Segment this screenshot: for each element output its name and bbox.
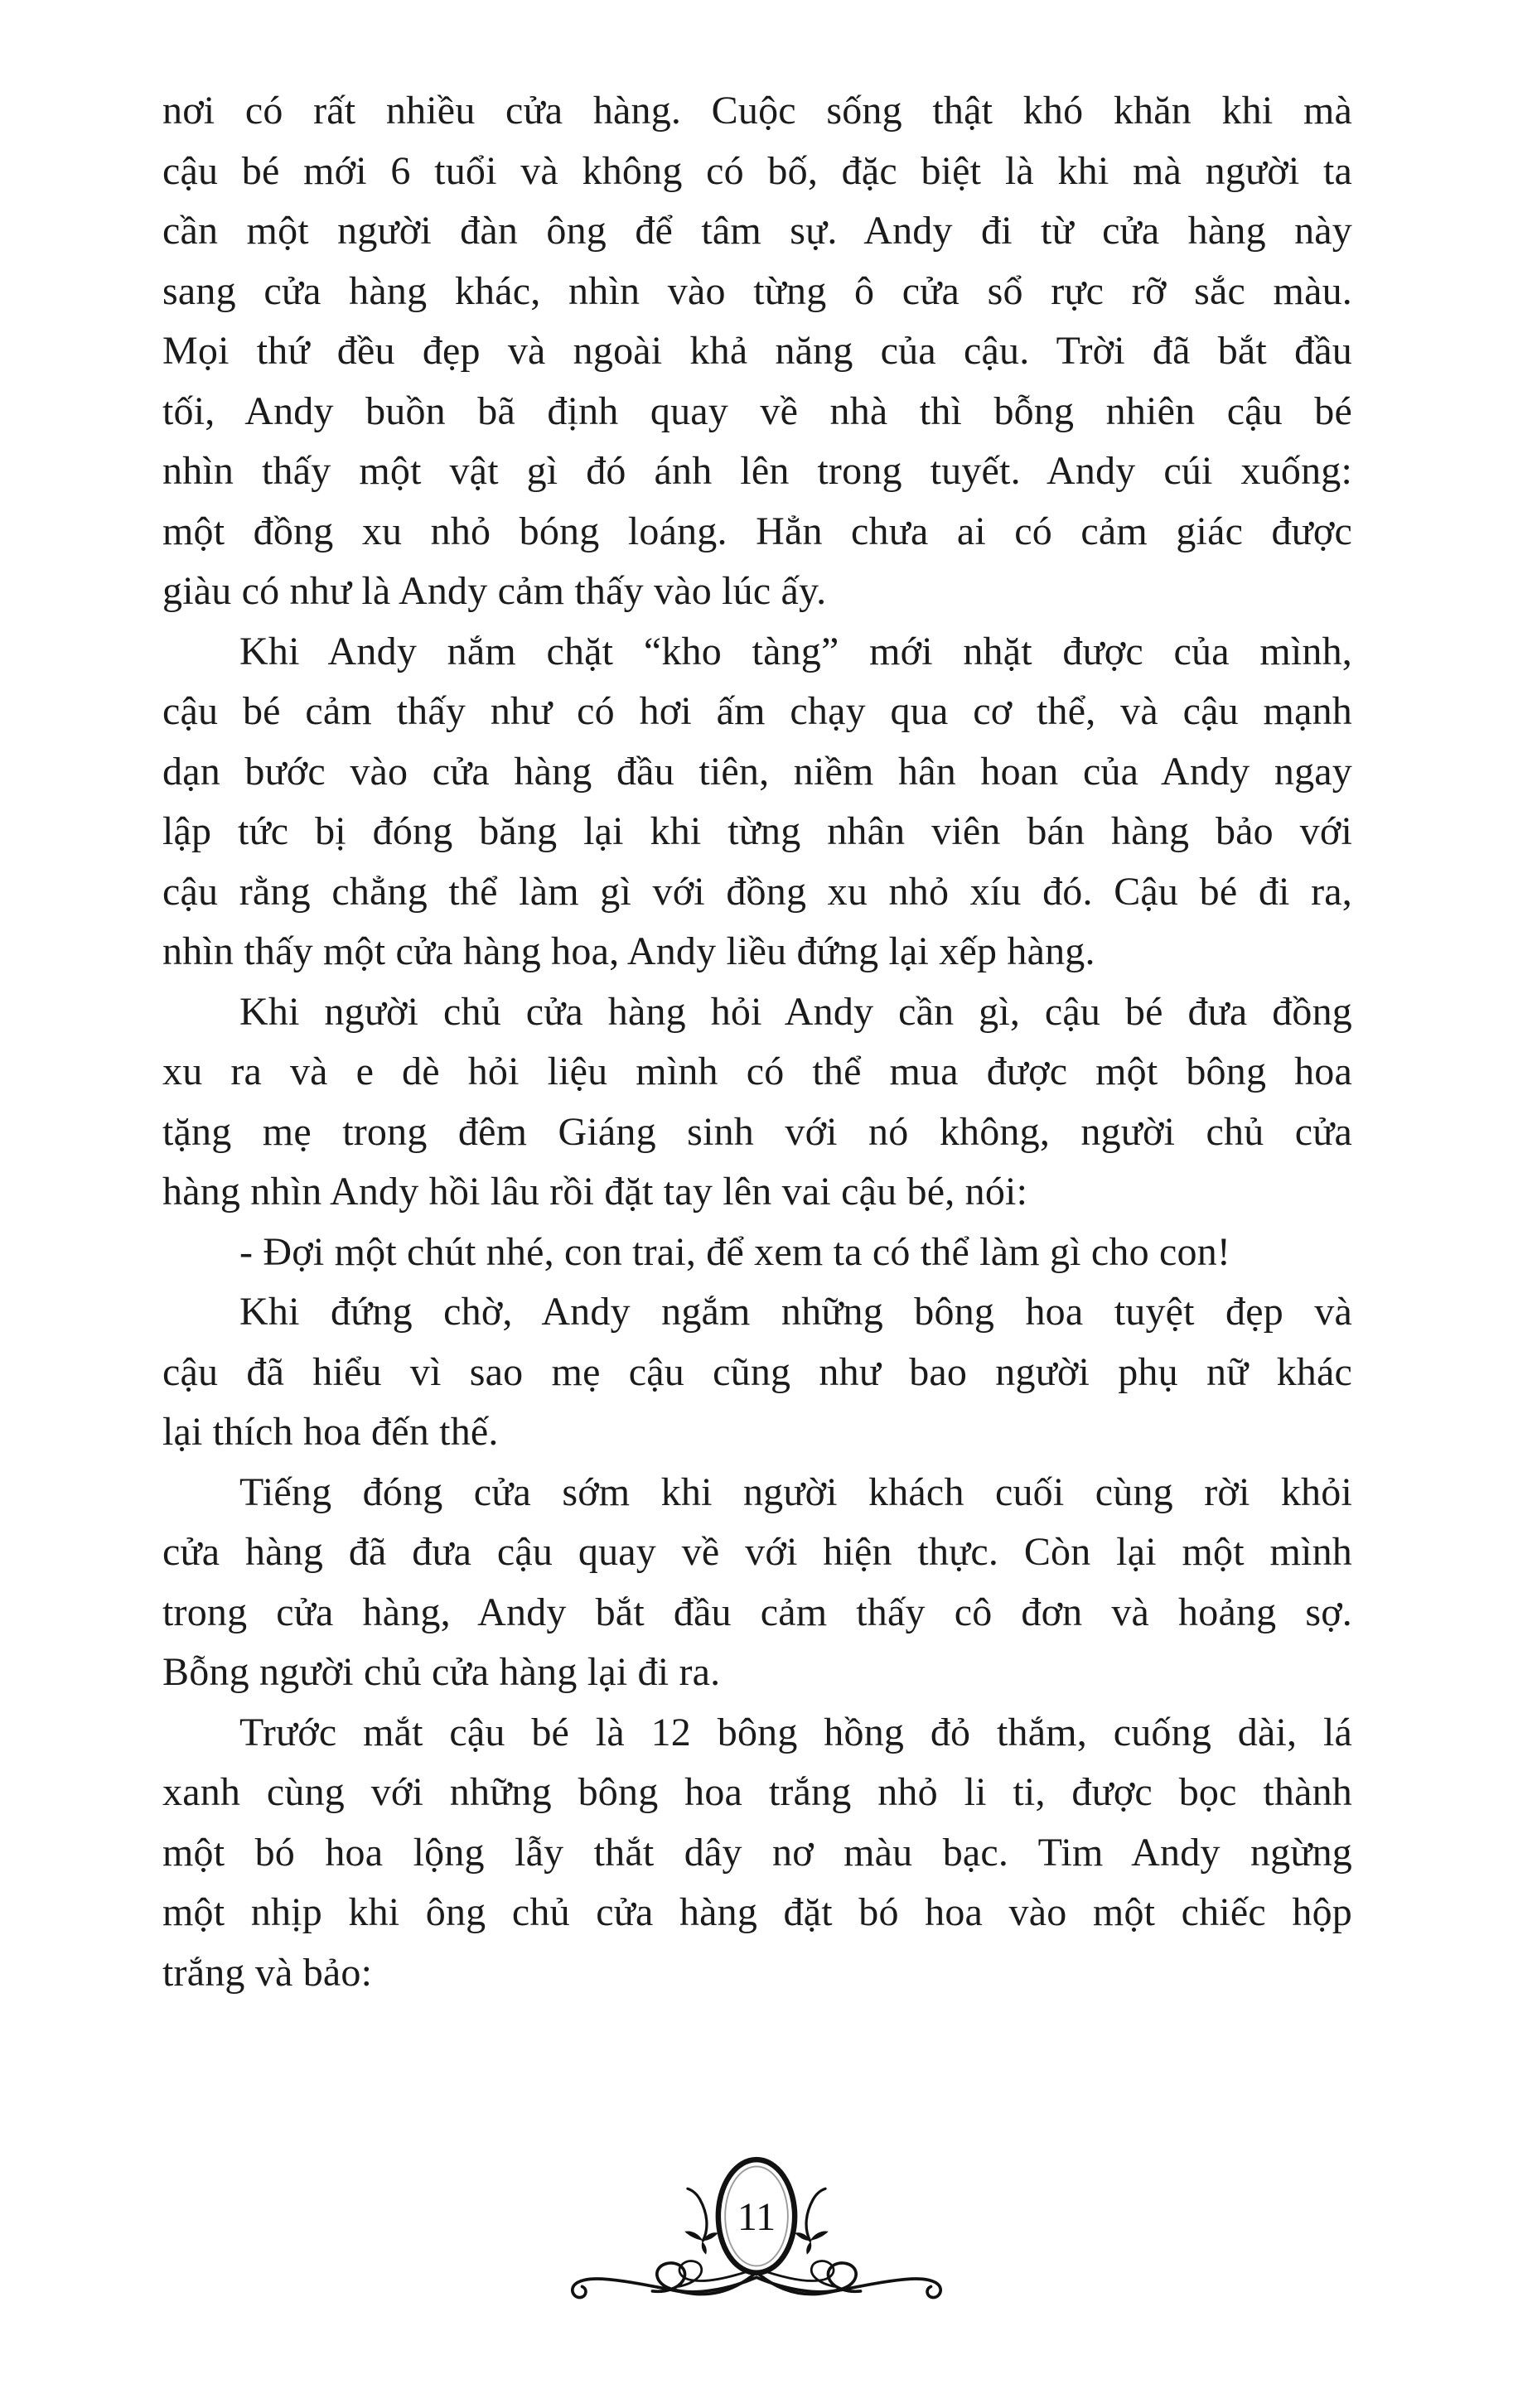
text-line: cậu rằng chẳng thể làm gì với đồng xu nhỏ xíu đó. Cậu bé đi ra, (162, 869, 1352, 914)
paragraph (162, 622, 1352, 982)
text-line: Trước mắt cậu bé là 12 bông hồng đỏ thắm, cuống dài, lá (239, 1710, 1352, 1754)
page-number-ornament-graphic (558, 2145, 955, 2336)
paragraph (162, 81, 1352, 622)
text-line: Khi đứng chờ, Andy ngắm những bông hoa tuyệt đẹp và (239, 1290, 1352, 1334)
paragraph (162, 1223, 1352, 1283)
text-line: cậu bé mới 6 tuổi và không có bố, đặc biệt là khi mà người ta (162, 148, 1352, 193)
text-line: giàu có như là Andy cảm thấy vào lúc ấy. (162, 569, 827, 613)
text-line: nơi có rất nhiều cửa hàng. Cuộc sống thật khó khăn khi mà (162, 89, 1352, 133)
text-line: hàng nhìn Andy hồi lâu rồi đặt tay lên vai cậu bé, nói: (162, 1170, 1028, 1214)
text-line: Khi Andy nắm chặt “kho tàng” mới nhặt được của mình, (239, 629, 1352, 673)
text-line: Khi người chủ cửa hàng hỏi Andy cần gì, cậu bé đưa đồng (239, 989, 1352, 1034)
text-line: tối, Andy buồn bã định quay về nhà thì bỗng nhiên cậu bé (162, 388, 1352, 433)
text-line: một nhịp khi ông chủ cửa hàng đặt bó hoa vào một chiếc hộp (162, 1890, 1352, 1934)
paragraph (162, 1282, 1352, 1463)
text-line: cần một người đàn ông để tâm sự. Andy đi từ cửa hàng này (162, 209, 1352, 253)
text-line: tặng mẹ trong đêm Giáng sinh với nó không, người chủ cửa (162, 1109, 1352, 1154)
text-line: Bỗng người chủ cửa hàng lại đi ra. (162, 1650, 721, 1694)
text-line: cậu bé cảm thấy như có hơi ấm chạy qua cơ thể, và cậu mạnh (162, 689, 1352, 733)
text-line: xu ra và e dè hỏi liệu mình có thể mua được một bông hoa (162, 1050, 1352, 1093)
page-number: 11 (737, 2195, 776, 2240)
text-line: trắng và bảo: (162, 1950, 373, 1995)
text-line: trong cửa hàng, Andy bắt đầu cảm thấy cô đơn và hoảng sợ. (162, 1590, 1352, 1634)
text-line: lại thích hoa đến thế. (162, 1410, 499, 1454)
text-line: xanh cùng với những bông hoa trắng nhỏ li ti, được bọc thành (162, 1770, 1352, 1814)
text-line: dạn bước vào cửa hàng đầu tiên, niềm hân hoan của Andy ngay (162, 749, 1352, 794)
text-line: lập tức bị đóng băng lại khi từng nhân viên bán hàng bảo với (162, 809, 1352, 853)
text-line: - Đợi một chút nhé, con trai, để xem ta có thể làm gì cho con! (239, 1229, 1231, 1274)
text-block (162, 81, 1352, 2003)
text-line: Tiếng đóng cửa sớm khi người khách cuối cùng rời khỏi (239, 1469, 1352, 1514)
text-line: nhìn thấy một vật gì đó ánh lên trong tuyết. Andy cúi xuống: (162, 449, 1352, 493)
text-line: một bó hoa lộng lẫy thắt dây nơ màu bạc. Tim Andy ngừng (162, 1830, 1352, 1875)
paragraph (162, 1703, 1352, 2004)
text-line: cậu đã hiểu vì sao mẹ cậu cũng như bao người phụ nữ khác (162, 1349, 1352, 1394)
paragraph (162, 1463, 1352, 1703)
text-line: cửa hàng đã đưa cậu quay về với hiện thực. Còn lại một mình (162, 1530, 1352, 1574)
page-number-ornament (558, 2145, 955, 2336)
text-line: một đồng xu nhỏ bóng loáng. Hẳn chưa ai có cảm giác được (162, 509, 1352, 553)
text-line: Mọi thứ đều đẹp và ngoài khả năng của cậu. Trời đã bắt đầu (162, 329, 1352, 373)
text-line: nhìn thấy một cửa hàng hoa, Andy liều đứng lại xếp hàng. (162, 929, 1095, 973)
paragraph (162, 982, 1352, 1223)
text-line: sang cửa hàng khác, nhìn vào từng ô cửa sổ rực rỡ sắc màu. (162, 268, 1352, 313)
